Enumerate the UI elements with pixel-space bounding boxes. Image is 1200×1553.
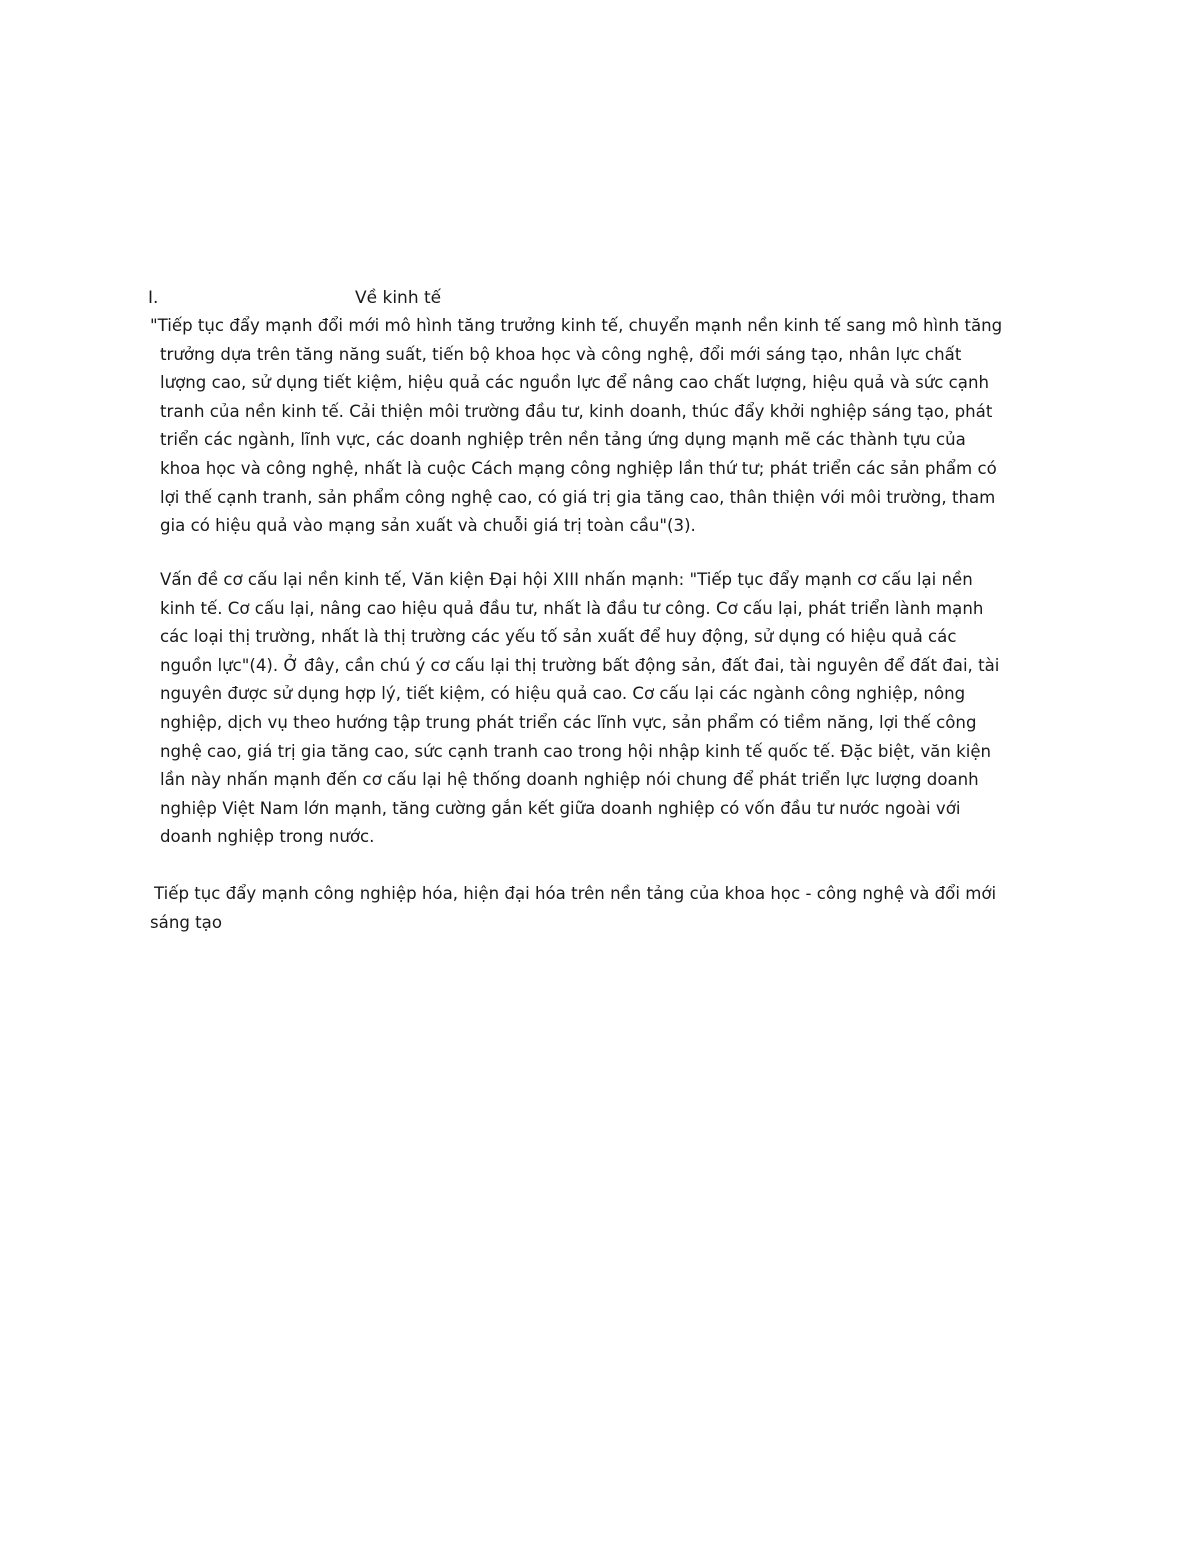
paragraph-industrialization (150, 880, 1005, 937)
paragraph-text: "Tiếp tục đẩy mạnh đổi mới mô hình tăng trưởng kinh tế, chuyển mạnh nền kinh tế sang mô hình tăng trưởng dựa trên tăng năng suất, tiến bộ khoa học và công nghệ, đổi mới sáng tạo, nhân lực chất lượng cao, sử dụng tiết kiệm, hiệu quả các nguồn lực để nâng cao chất lượng, hiệu quả và sức cạnh tranh của nền kinh tế. Cải thiện môi trường đầu tư, kinh doanh, thúc đẩy khởi nghiệp sáng tạo, phát triển các ngành, lĩnh vực, các doanh nghiệp trên nền tảng ứng dụng mạnh mẽ các thành tựu của khoa học và công nghệ, nhất là cuộc Cách mạng công nghiệp lần thứ tư; phát triển các sản phẩm có lợi thế cạnh tranh, sản phẩm công nghệ cao, có giá trị gia tăng cao, thân thiện với môi trường, tham gia có hiệu quả vào mạng sản xuất và chuỗi giá trị toàn cầu"(3). (150, 316, 1003, 536)
paragraph-economic-restructuring: Vấn đề cơ cấu lại nền kinh tế, Văn kiện Đại hội XIII nhấn mạnh: "Tiếp tục đẩy mạnh cơ cấu lại nền kinh tế. Cơ cấu lại, nâng cao hiệu quả đầu tư, nhất là đầu tư công. Cơ cấu lại, phát triển lành mạnh các loại thị trường, nhất là thị trường các yếu tố sản xuất để huy động, sử dụng có hiệu quả các nguồn lực"(4). Ở đây, cần chú ý cơ cấu lại thị trường bất động sản, đất đai, tài nguyên để đất đai, tài nguyên được sử dụng hợp lý, tiết kiệm, có hiệu quả cao. Cơ cấu lại các ngành công nghiệp, nông nghiệp, dịch vụ theo hướng tập trung phát triển các lĩnh vực, sản phẩm có tiềm năng, lợi thế công nghệ cao, giá trị gia tăng cao, sức cạnh tranh cao trong hội nhập kinh tế quốc tế. Đặc biệt, văn kiện lần này nhấn mạnh đến cơ cấu lại hệ thống doanh nghiệp nói chung để phát triển lực lượng doanh nghiệp Việt Nam lớn mạnh, tăng cường gắn kết giữa doanh nghiệp có vốn đầu tư nước ngoài với doanh nghiệp trong nước. (160, 570, 1000, 847)
section-title: Về kinh tế (355, 288, 442, 308)
paragraph-economic-growth-model (150, 312, 1005, 541)
section-heading (148, 284, 848, 312)
paragraph-text: Tiếp tục đẩy mạnh công nghiệp hóa, hiện đại hóa trên nền tảng của khoa học - công nghệ và đổi mới sáng tạo (150, 884, 997, 932)
section-number: I. (148, 288, 159, 308)
